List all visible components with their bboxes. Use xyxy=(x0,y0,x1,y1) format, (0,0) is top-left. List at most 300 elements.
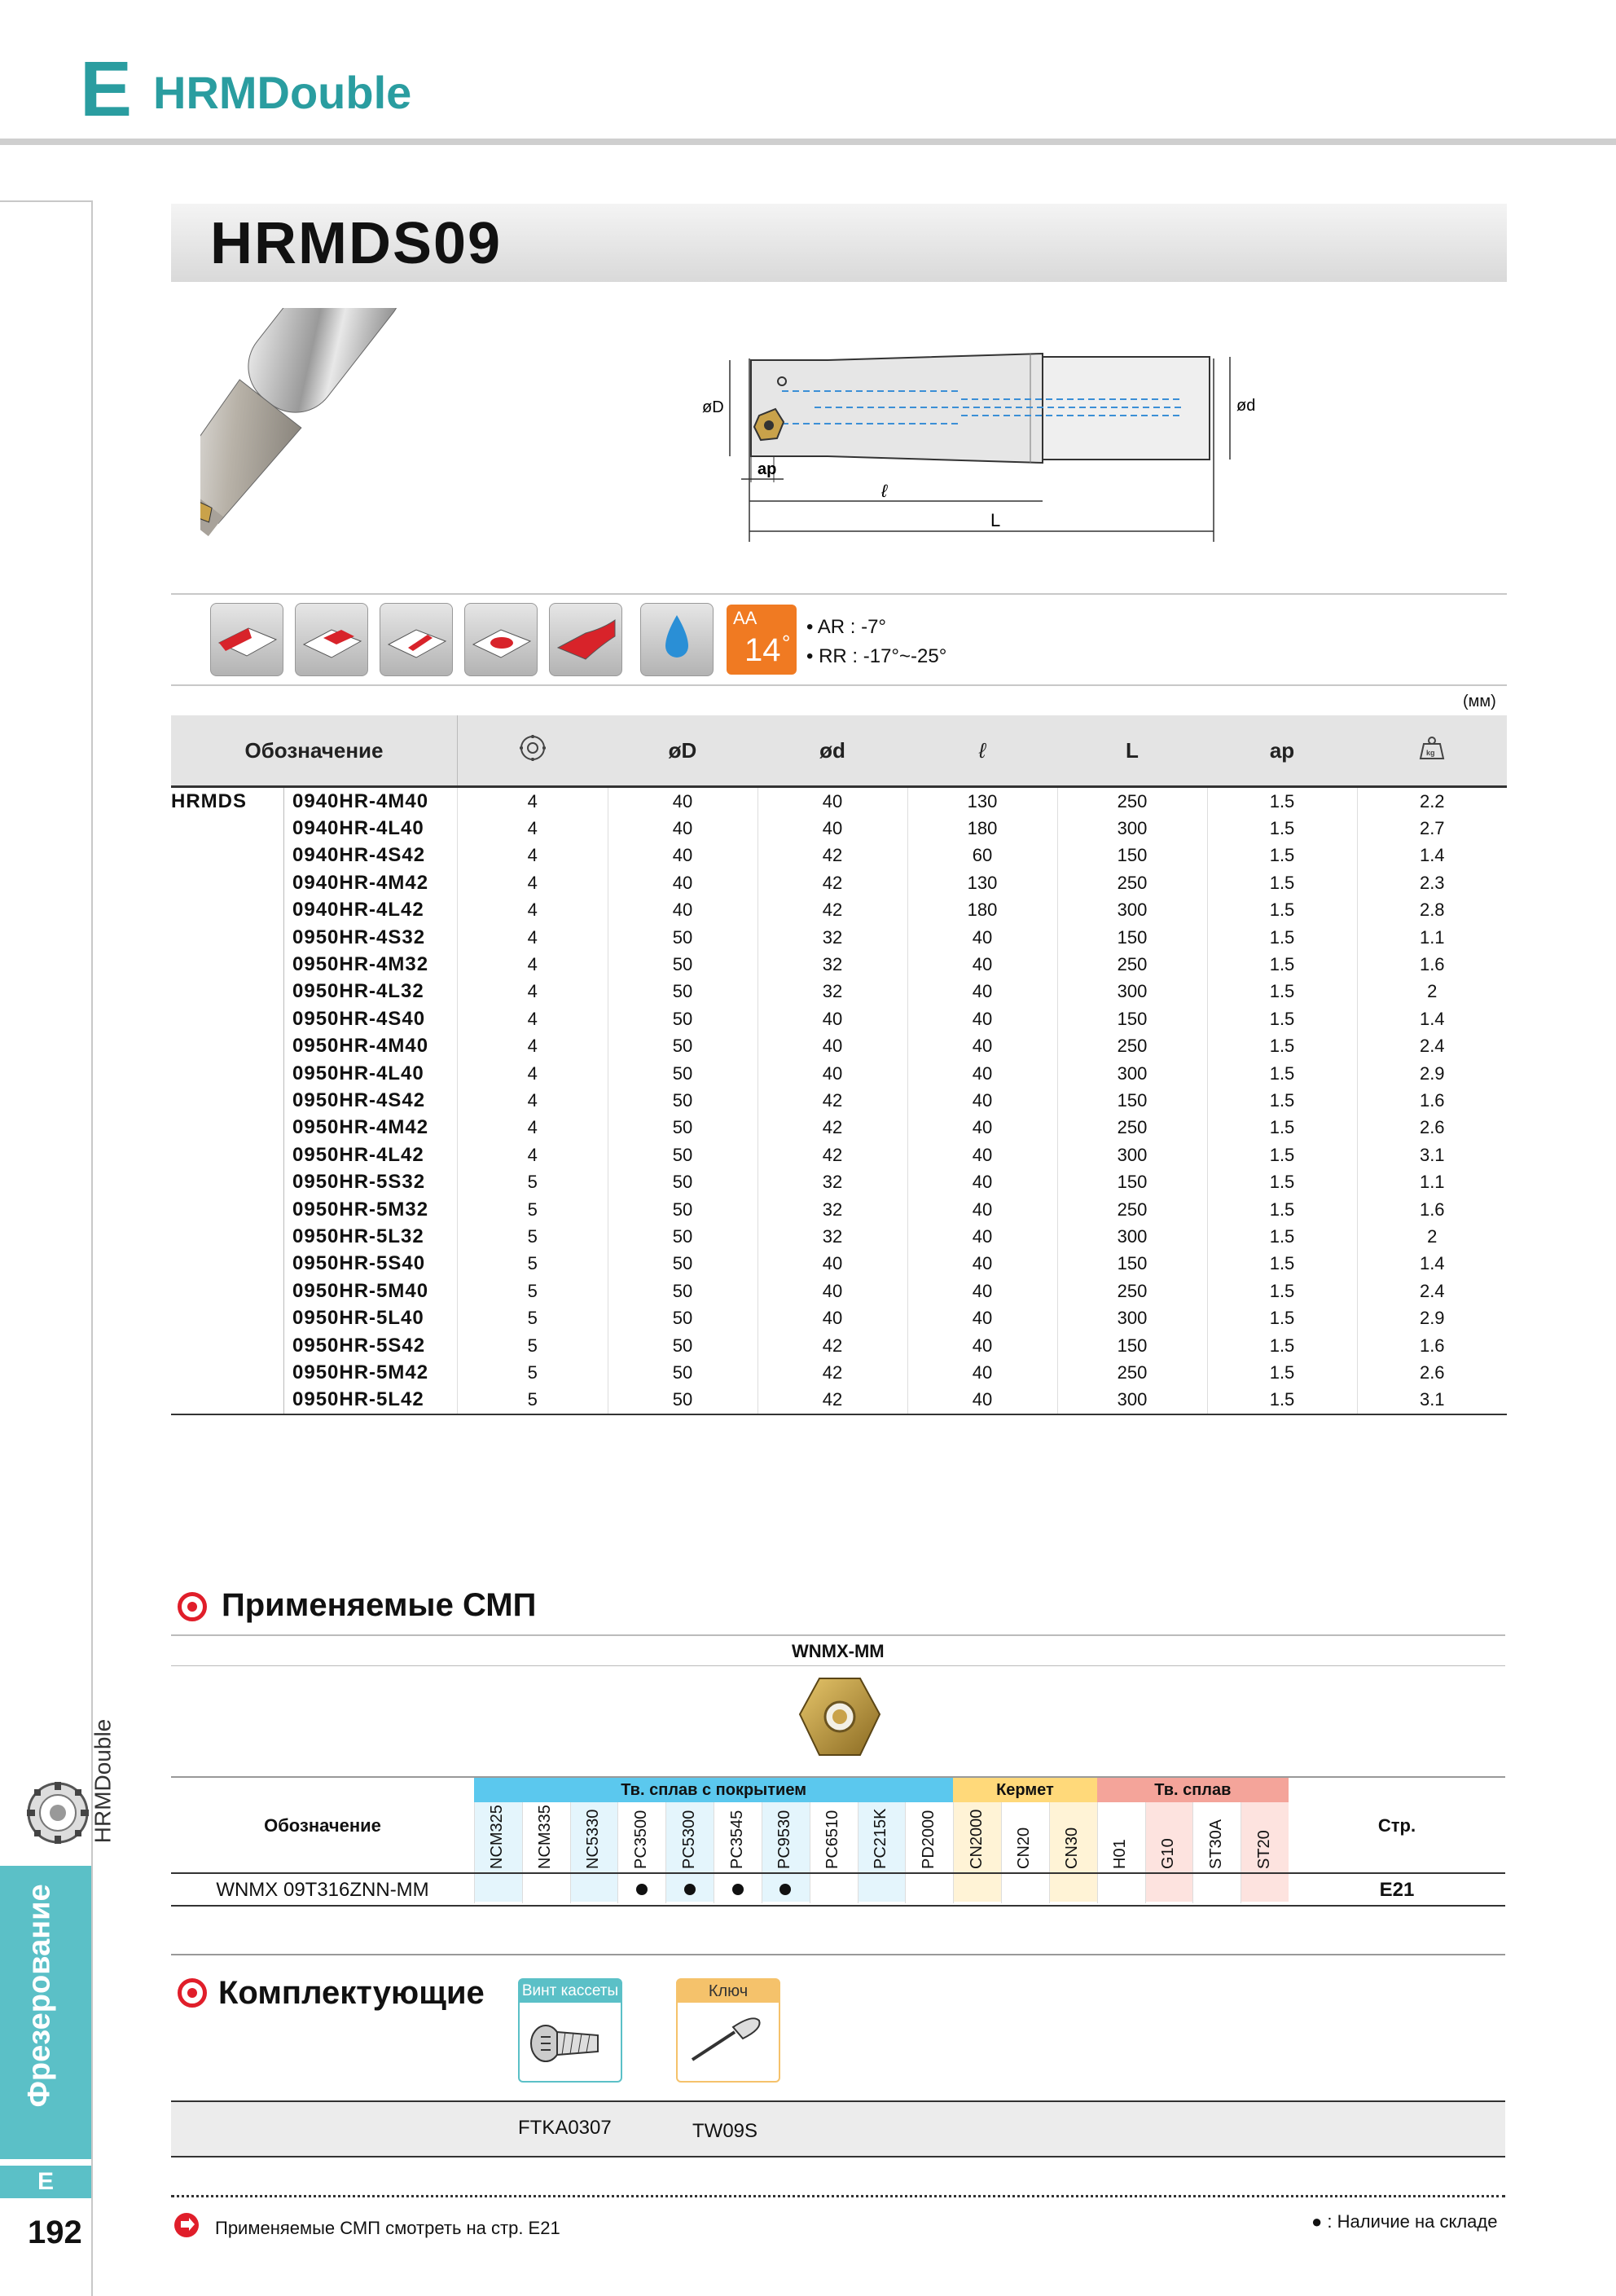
table-row xyxy=(171,869,1507,896)
value-cell: 150 xyxy=(1057,1168,1207,1195)
stock-dot xyxy=(684,1884,696,1895)
product-photo xyxy=(200,308,542,585)
accessory-screw-label: Винт кассеты xyxy=(520,1980,621,2003)
value-cell: 2.8 xyxy=(1357,897,1507,924)
value-cell: 40 xyxy=(907,951,1057,978)
series-group xyxy=(171,1141,284,1168)
series-group xyxy=(171,951,284,978)
value-cell: 50 xyxy=(608,1168,758,1195)
value-cell: 50 xyxy=(608,1278,758,1304)
value-cell: 50 xyxy=(608,1060,758,1087)
value-cell: 2.6 xyxy=(1357,1359,1507,1386)
value-cell: 40 xyxy=(758,1033,907,1060)
grades-header xyxy=(474,1778,1289,1872)
insert-name: WNMX-MM xyxy=(792,1641,885,1661)
value-cell: 130 xyxy=(907,869,1057,896)
col-weight xyxy=(1357,715,1507,787)
value-cell: 1.5 xyxy=(1207,951,1357,978)
series-group xyxy=(171,1196,284,1223)
grade-label: PC5300 xyxy=(679,1810,698,1869)
col-od: øD xyxy=(608,715,758,787)
series-group xyxy=(171,869,284,896)
value-cell: 4 xyxy=(458,1005,608,1032)
table-row xyxy=(171,1278,1507,1304)
value-cell: 50 xyxy=(608,1196,758,1223)
footer-legend: ● : Наличие на складе xyxy=(1311,2211,1498,2232)
value-cell: 1.5 xyxy=(1207,1087,1357,1114)
value-cell: 32 xyxy=(758,951,907,978)
table-row xyxy=(171,1115,1507,1141)
value-cell: 250 xyxy=(1057,869,1207,896)
value-cell: 42 xyxy=(758,1387,907,1414)
value-cell: 250 xyxy=(1057,1278,1207,1304)
value-cell: 2.3 xyxy=(1357,869,1507,896)
side-tab-label: Фрезерование xyxy=(22,1884,57,2108)
grade-label: CN20 xyxy=(1015,1827,1034,1869)
icons-bottom-rule xyxy=(171,684,1507,686)
series-group xyxy=(171,1033,284,1060)
accessories-top-rule xyxy=(171,1954,1505,1955)
designation-cell: 0950HR-4M32 xyxy=(284,951,458,978)
teeth-count-icon xyxy=(519,734,547,762)
value-cell: 2.4 xyxy=(1357,1033,1507,1060)
value-cell: 50 xyxy=(608,1251,758,1278)
series-group xyxy=(171,924,284,951)
value-cell: 1.5 xyxy=(1207,979,1357,1005)
series-group xyxy=(171,1251,284,1278)
value-cell: 42 xyxy=(758,897,907,924)
series-group xyxy=(171,1005,284,1032)
col-designation: Обозначение xyxy=(171,715,458,787)
value-cell: 50 xyxy=(608,1332,758,1359)
value-cell: 40 xyxy=(907,979,1057,1005)
value-cell: 40 xyxy=(907,1278,1057,1304)
value-cell: 4 xyxy=(458,815,608,842)
inserts-title: Применяемые СМП xyxy=(222,1587,537,1623)
value-cell: 1.5 xyxy=(1207,924,1357,951)
section-bullet-icon xyxy=(178,1592,207,1621)
accessory-screw-code: FTKA0307 xyxy=(518,2117,612,2139)
value-cell: 4 xyxy=(458,897,608,924)
value-cell: 5 xyxy=(458,1332,608,1359)
value-cell: 40 xyxy=(608,842,758,869)
table-row xyxy=(171,1251,1507,1278)
value-cell: 40 xyxy=(907,1359,1057,1386)
value-cell: 40 xyxy=(907,1060,1057,1087)
screw-icon xyxy=(520,2003,617,2076)
table-row xyxy=(171,1060,1507,1087)
designation-cell: 0950HR-5M42 xyxy=(284,1359,458,1386)
grade-label: PC9530 xyxy=(775,1810,794,1869)
value-cell: 40 xyxy=(608,787,758,816)
value-cell: 1.5 xyxy=(1207,1304,1357,1331)
grade-label: CN2000 xyxy=(967,1809,986,1869)
grade-group-header: Кермет xyxy=(953,1778,1096,1802)
table-row xyxy=(171,787,1507,816)
value-cell: 1.5 xyxy=(1207,1278,1357,1304)
value-cell: 40 xyxy=(907,1196,1057,1223)
series-group xyxy=(171,815,284,842)
value-cell: 4 xyxy=(458,1060,608,1087)
value-cell: 250 xyxy=(1057,1359,1207,1386)
designation-cell: 0950HR-5S40 xyxy=(284,1251,458,1278)
value-cell: 50 xyxy=(608,1359,758,1386)
table-row xyxy=(171,1332,1507,1359)
designation-cell: 0940HR-4M42 xyxy=(284,869,458,896)
value-cell: 300 xyxy=(1057,1387,1207,1414)
designation-cell: 0950HR-4L32 xyxy=(284,979,458,1005)
designation-cell: 0950HR-5S32 xyxy=(284,1168,458,1195)
cutter-thumbnail-icon xyxy=(24,1779,91,1846)
insert-name-rule xyxy=(171,1665,1505,1666)
series-group xyxy=(171,1060,284,1087)
grade-label: NCM325 xyxy=(488,1805,507,1869)
value-cell: 1.5 xyxy=(1207,1332,1357,1359)
value-cell: 4 xyxy=(458,1141,608,1168)
value-cell: 1.6 xyxy=(1357,1196,1507,1223)
designation-cell: 0940HR-4M40 xyxy=(284,787,458,816)
value-cell: 42 xyxy=(758,1359,907,1386)
table-row xyxy=(171,1087,1507,1114)
designation-cell: 0950HR-5L32 xyxy=(284,1223,458,1250)
ramping-icon xyxy=(549,603,622,676)
value-cell: 1.6 xyxy=(1357,1087,1507,1114)
value-cell: 5 xyxy=(458,1168,608,1195)
col-teeth xyxy=(458,715,608,787)
value-cell: 42 xyxy=(758,1141,907,1168)
aa-degree: ° xyxy=(782,631,791,655)
designation-cell: 0950HR-4S32 xyxy=(284,924,458,951)
value-cell: 1.1 xyxy=(1357,924,1507,951)
coolant-icon xyxy=(640,603,714,676)
designation-cell: 0950HR-5L42 xyxy=(284,1387,458,1414)
series-group xyxy=(171,979,284,1005)
value-cell: 1.5 xyxy=(1207,1251,1357,1278)
value-cell: 40 xyxy=(608,869,758,896)
label-d: ød xyxy=(1236,397,1256,415)
left-border-top xyxy=(0,200,93,202)
designation-cell: 0950HR-5S42 xyxy=(284,1332,458,1359)
value-cell: 250 xyxy=(1057,1196,1207,1223)
ins-col-page: Стр. xyxy=(1377,1815,1416,1836)
series-group xyxy=(171,1223,284,1250)
spec-ar: • AR : -7° xyxy=(806,616,887,638)
value-cell: 2.2 xyxy=(1357,787,1507,816)
spec-rr: • RR : -17°~-25° xyxy=(806,645,947,667)
value-cell: 50 xyxy=(608,1115,758,1141)
value-cell: 40 xyxy=(907,1005,1057,1032)
axial-angle-badge xyxy=(727,605,797,675)
value-cell: 32 xyxy=(758,1196,907,1223)
table-row xyxy=(171,815,1507,842)
value-cell: 42 xyxy=(758,1087,907,1114)
value-cell: 2 xyxy=(1357,979,1507,1005)
accessory-key-label: Ключ xyxy=(678,1980,779,2003)
series-group xyxy=(171,897,284,924)
value-cell: 40 xyxy=(907,1223,1057,1250)
value-cell: 5 xyxy=(458,1223,608,1250)
value-cell: 2 xyxy=(1357,1223,1507,1250)
side-letter: E xyxy=(0,2166,91,2198)
grade-label: CN30 xyxy=(1063,1827,1082,1869)
value-cell: 1.5 xyxy=(1207,1387,1357,1414)
value-cell: 1.6 xyxy=(1357,1332,1507,1359)
label-L: L xyxy=(990,510,1001,530)
grade-label: NC5330 xyxy=(584,1809,603,1869)
value-cell: 50 xyxy=(608,1223,758,1250)
key-icon xyxy=(678,2003,775,2076)
value-cell: 40 xyxy=(907,924,1057,951)
table-row xyxy=(171,1387,1507,1414)
slot-milling-icon xyxy=(380,603,453,676)
value-cell: 1.1 xyxy=(1357,1168,1507,1195)
value-cell: 1.5 xyxy=(1207,1223,1357,1250)
value-cell: 1.5 xyxy=(1207,815,1357,842)
value-cell: 50 xyxy=(608,979,758,1005)
value-cell: 40 xyxy=(758,787,907,816)
label-ap: ap xyxy=(758,460,777,478)
stock-row xyxy=(474,1874,1289,1903)
value-cell: 180 xyxy=(907,897,1057,924)
value-cell: 250 xyxy=(1057,1033,1207,1060)
unit-label: (мм) xyxy=(1463,693,1496,710)
value-cell: 1.5 xyxy=(1207,787,1357,816)
value-cell: 300 xyxy=(1057,1304,1207,1331)
col-ap: ap xyxy=(1207,715,1357,787)
value-cell: 250 xyxy=(1057,1115,1207,1141)
grade-label: PC6510 xyxy=(823,1810,842,1869)
table-row xyxy=(171,1005,1507,1032)
value-cell: 40 xyxy=(907,1251,1057,1278)
value-cell: 300 xyxy=(1057,1141,1207,1168)
value-cell: 300 xyxy=(1057,1223,1207,1250)
value-cell: 4 xyxy=(458,924,608,951)
grade-label: PC215K xyxy=(872,1808,889,1869)
value-cell: 32 xyxy=(758,979,907,1005)
grade-label: PD2000 xyxy=(919,1810,938,1869)
stock-dot xyxy=(779,1884,791,1895)
grade-label: ST30A xyxy=(1206,1819,1225,1869)
table-row xyxy=(171,1141,1507,1168)
pocket-milling-icon xyxy=(464,603,538,676)
footer-note-icon xyxy=(173,2211,200,2239)
value-cell: 42 xyxy=(758,1332,907,1359)
value-cell: 42 xyxy=(758,1115,907,1141)
value-cell: 1.5 xyxy=(1207,897,1357,924)
value-cell: 40 xyxy=(608,815,758,842)
specs-table xyxy=(171,715,1507,1415)
value-cell: 32 xyxy=(758,924,907,951)
grade-label: H01 xyxy=(1111,1839,1130,1869)
series-group xyxy=(171,1304,284,1331)
value-cell: 40 xyxy=(758,815,907,842)
value-cell: 1.5 xyxy=(1207,1115,1357,1141)
value-cell: 5 xyxy=(458,1304,608,1331)
value-cell: 1.5 xyxy=(1207,1359,1357,1386)
designation-cell: 0950HR-4S42 xyxy=(284,1087,458,1114)
icons-top-rule xyxy=(171,593,1507,595)
value-cell: 50 xyxy=(608,1141,758,1168)
weight-icon xyxy=(1414,736,1450,760)
face-milling-icon xyxy=(210,603,283,676)
designation-cell: 0940HR-4S42 xyxy=(284,842,458,869)
value-cell: 40 xyxy=(907,1115,1057,1141)
value-cell: 40 xyxy=(907,1168,1057,1195)
value-cell: 4 xyxy=(458,1033,608,1060)
series-group xyxy=(171,1332,284,1359)
value-cell: 40 xyxy=(758,1060,907,1087)
value-cell: 50 xyxy=(608,1005,758,1032)
value-cell: 250 xyxy=(1057,951,1207,978)
grade-label: PC3545 xyxy=(727,1810,746,1869)
grade-group-header: Тв. сплав xyxy=(1097,1778,1289,1802)
designation-cell: 0950HR-4L42 xyxy=(284,1141,458,1168)
value-cell: 1.5 xyxy=(1207,1141,1357,1168)
table-row xyxy=(171,1304,1507,1331)
accessories-codes-band xyxy=(171,2100,1505,2157)
value-cell: 40 xyxy=(758,1278,907,1304)
value-cell: 4 xyxy=(458,787,608,816)
value-cell: 40 xyxy=(907,1141,1057,1168)
value-cell: 40 xyxy=(907,1387,1057,1414)
accessory-screw-card xyxy=(518,1978,622,2083)
value-cell: 1.5 xyxy=(1207,1060,1357,1087)
page-number: 192 xyxy=(28,2215,82,2250)
series-group xyxy=(171,1115,284,1141)
value-cell: 50 xyxy=(608,924,758,951)
value-cell: 1.6 xyxy=(1357,951,1507,978)
designation-cell: 0950HR-4M40 xyxy=(284,1033,458,1060)
value-cell: 42 xyxy=(758,869,907,896)
value-cell: 1.5 xyxy=(1207,842,1357,869)
value-cell: 1.4 xyxy=(1357,842,1507,869)
designation-cell: 0950HR-5M32 xyxy=(284,1196,458,1223)
stock-dot xyxy=(732,1884,744,1895)
ins-bottom-rule xyxy=(171,1905,1505,1907)
value-cell: 40 xyxy=(907,1033,1057,1060)
value-cell: 4 xyxy=(458,951,608,978)
value-cell: 5 xyxy=(458,1359,608,1386)
value-cell: 60 xyxy=(907,842,1057,869)
svg-text:kg: kg xyxy=(1426,748,1435,757)
value-cell: 1.5 xyxy=(1207,1196,1357,1223)
table-row xyxy=(171,1196,1507,1223)
value-cell: 150 xyxy=(1057,1087,1207,1114)
value-cell: 4 xyxy=(458,1115,608,1141)
value-cell: 3.1 xyxy=(1357,1141,1507,1168)
value-cell: 50 xyxy=(608,1304,758,1331)
side-label: HRMDouble xyxy=(90,1718,116,1844)
table-row xyxy=(171,1223,1507,1250)
insert-page: E21 xyxy=(1379,1879,1415,1901)
series-group xyxy=(171,1168,284,1195)
value-cell: 300 xyxy=(1057,979,1207,1005)
value-cell: 1.5 xyxy=(1207,869,1357,896)
value-cell: 5 xyxy=(458,1251,608,1278)
value-cell: 1.5 xyxy=(1207,1168,1357,1195)
value-cell: 150 xyxy=(1057,1332,1207,1359)
value-cell: 32 xyxy=(758,1223,907,1250)
value-cell: 5 xyxy=(458,1278,608,1304)
value-cell: 2.6 xyxy=(1357,1115,1507,1141)
table-row xyxy=(171,1033,1507,1060)
value-cell: 5 xyxy=(458,1196,608,1223)
value-cell: 1.4 xyxy=(1357,1005,1507,1032)
label-od: øD xyxy=(702,398,724,416)
value-cell: 130 xyxy=(907,787,1057,816)
value-cell: 2.4 xyxy=(1357,1278,1507,1304)
series-group xyxy=(171,1087,284,1114)
value-cell: 300 xyxy=(1057,1060,1207,1087)
value-cell: 40 xyxy=(907,1087,1057,1114)
aa-angle: 14 xyxy=(744,632,781,668)
value-cell: 40 xyxy=(758,1304,907,1331)
value-cell: 250 xyxy=(1057,787,1207,816)
series-group xyxy=(171,842,284,869)
grade-label: ST20 xyxy=(1254,1830,1273,1869)
value-cell: 50 xyxy=(608,1387,758,1414)
value-cell: 42 xyxy=(758,842,907,869)
table-row xyxy=(171,897,1507,924)
value-cell: 40 xyxy=(907,1304,1057,1331)
value-cell: 3.1 xyxy=(1357,1387,1507,1414)
value-cell: 4 xyxy=(458,842,608,869)
value-cell: 2.9 xyxy=(1357,1060,1507,1087)
grade-group-header: Тв. сплав с покрытием xyxy=(474,1778,953,1802)
footer-note: Применяемые СМП смотреть на стр. E21 xyxy=(215,2218,560,2238)
value-cell: 150 xyxy=(1057,924,1207,951)
label-l: ℓ xyxy=(881,481,888,501)
technical-drawing xyxy=(692,342,1262,554)
accessory-key-card xyxy=(676,1978,780,2083)
grade-label: NCM335 xyxy=(536,1805,555,1869)
header-rule xyxy=(0,139,1616,145)
footer-rule xyxy=(171,2195,1505,2197)
value-cell: 1.4 xyxy=(1357,1251,1507,1278)
table-row xyxy=(171,951,1507,978)
value-cell: 4 xyxy=(458,979,608,1005)
series-group xyxy=(171,1278,284,1304)
value-cell: 40 xyxy=(758,1251,907,1278)
grade-label: G10 xyxy=(1158,1838,1177,1869)
value-cell: 50 xyxy=(608,951,758,978)
designation-cell: 0950HR-4M42 xyxy=(284,1115,458,1141)
value-cell: 2.7 xyxy=(1357,815,1507,842)
designation-cell: 0940HR-4L40 xyxy=(284,815,458,842)
shoulder-milling-icon xyxy=(295,603,368,676)
aa-label: AA xyxy=(733,608,758,628)
value-cell: 150 xyxy=(1057,1005,1207,1032)
insert-photo xyxy=(795,1674,885,1763)
value-cell: 300 xyxy=(1057,815,1207,842)
designation-cell: 0950HR-4S40 xyxy=(284,1005,458,1032)
inserts-top-rule xyxy=(171,1634,1505,1636)
inserts-table xyxy=(171,1778,1505,1908)
series-group: HRMDS xyxy=(171,790,247,812)
value-cell: 1.5 xyxy=(1207,1005,1357,1032)
product-title: HRMDS09 xyxy=(210,211,503,276)
designation-cell: 0940HR-4L42 xyxy=(284,897,458,924)
accessory-key-code: TW09S xyxy=(692,2120,758,2142)
designation-cell: 0950HR-5M40 xyxy=(284,1278,458,1304)
stock-dot xyxy=(636,1884,648,1895)
table-row xyxy=(171,1359,1507,1386)
value-cell: 40 xyxy=(608,897,758,924)
value-cell: 4 xyxy=(458,1087,608,1114)
value-cell: 2.9 xyxy=(1357,1304,1507,1331)
value-cell: 40 xyxy=(758,1005,907,1032)
insert-code: WNMX 09T316ZNN-MM xyxy=(216,1879,429,1901)
